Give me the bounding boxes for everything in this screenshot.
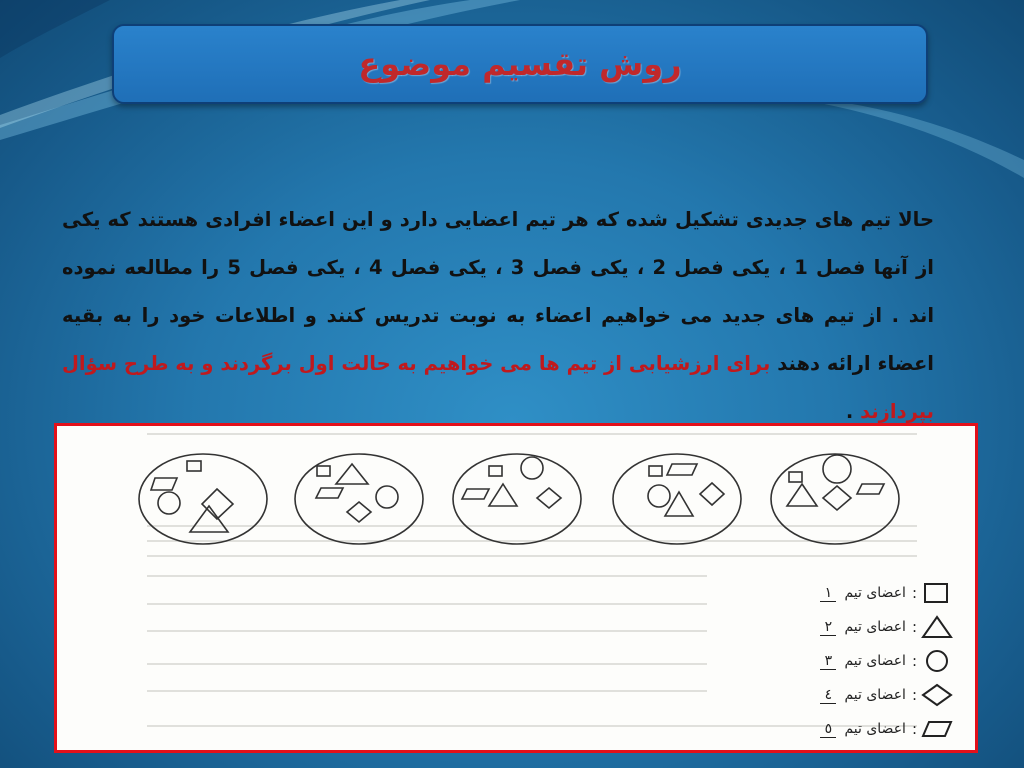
legend-row bbox=[707, 712, 953, 746]
legend-colon: : bbox=[911, 584, 917, 602]
team-circle-3 bbox=[453, 454, 581, 544]
team-legend bbox=[707, 576, 953, 746]
team-circle-2 bbox=[295, 454, 423, 544]
legend-team-number: ٢ bbox=[820, 619, 836, 636]
legend-colon: : bbox=[911, 686, 917, 704]
body-paragraph bbox=[62, 196, 934, 436]
legend-label: اعضای تیم bbox=[844, 619, 906, 635]
legend-team-number: ١ bbox=[820, 585, 836, 602]
team-circle-4 bbox=[613, 454, 741, 544]
paragraph-highlight-text: برای ارزشیابی از تیم ها می خواهیم به حالت اول برگردند و به طرح سؤال بپردازند bbox=[62, 352, 934, 423]
parallelogram-icon bbox=[921, 717, 953, 741]
diamond-icon bbox=[921, 683, 953, 707]
legend-row bbox=[707, 678, 953, 712]
legend-row bbox=[707, 610, 953, 644]
legend-label: اعضای تیم bbox=[844, 687, 906, 703]
legend-row bbox=[707, 576, 953, 610]
team-circle-1 bbox=[139, 454, 267, 544]
square-icon bbox=[921, 581, 953, 605]
legend-label: اعضای تیم bbox=[844, 585, 906, 601]
legend-colon: : bbox=[911, 618, 917, 636]
legend-label: اعضای تیم bbox=[844, 653, 906, 669]
legend-team-number: ٣ bbox=[820, 653, 836, 670]
triangle-icon bbox=[921, 615, 953, 639]
paragraph-end-text: . bbox=[845, 400, 861, 423]
paragraph-normal-text: حالا تیم های جدیدی تشکیل شده که هر تیم اعضایی دارد و این اعضاء افرادی هستند که یکی از آنها فصل 1 ، یکی فصل 2 ، یکی فصل 3 ، یکی فصل 4 ، یکی فصل 5 را مطالعه نموده اند . از تیم های جدید می خواهیم اعضاء به نوبت تدریس کنند و اطلاعات خود را به بقیه اعضاء ارائه دهند bbox=[62, 208, 934, 375]
team-circle-5 bbox=[771, 454, 899, 544]
legend-team-number: ٤ bbox=[820, 687, 836, 704]
slide-title: روش تقسیم موضوع bbox=[358, 45, 682, 83]
legend-colon: : bbox=[911, 720, 917, 738]
legend-colon: : bbox=[911, 652, 917, 670]
legend-team-number: ٥ bbox=[820, 721, 836, 738]
legend-label: اعضای تیم bbox=[844, 721, 906, 737]
circle-icon bbox=[921, 649, 953, 673]
team-diagram-figure bbox=[54, 423, 978, 753]
title-banner bbox=[112, 24, 928, 104]
legend-row bbox=[707, 644, 953, 678]
